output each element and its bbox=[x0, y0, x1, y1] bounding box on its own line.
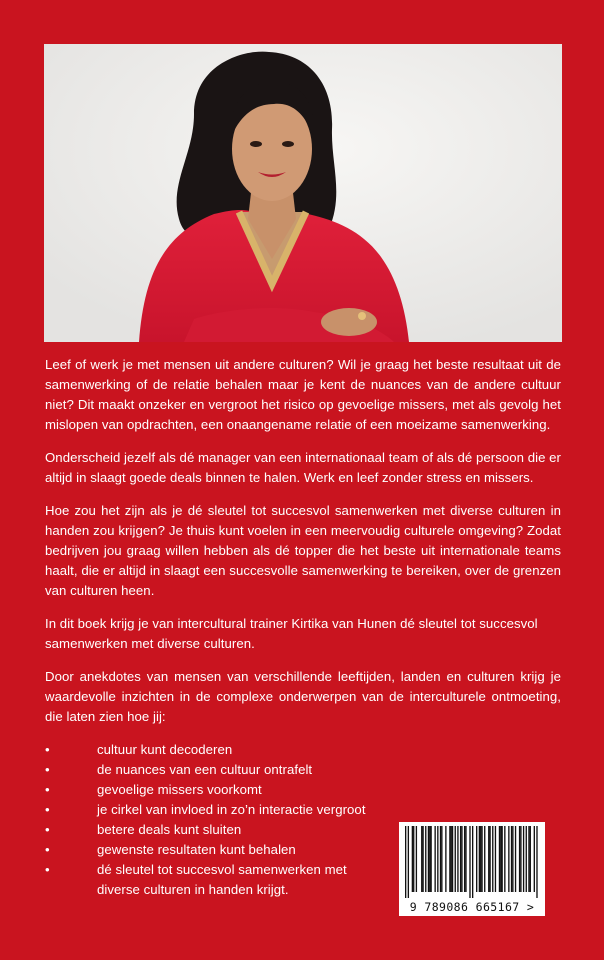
barcode-bar bbox=[422, 826, 423, 892]
bullet-icon: • bbox=[45, 782, 50, 797]
barcode-bar bbox=[441, 826, 442, 892]
barcode-bar bbox=[479, 826, 480, 892]
list-item: • betere deals kunt sluiten bbox=[45, 820, 375, 840]
barcode-bar bbox=[528, 826, 529, 892]
barcode-bar bbox=[461, 826, 462, 892]
barcode-bar bbox=[425, 826, 426, 892]
barcode-bar bbox=[488, 826, 489, 892]
bullet-icon: • bbox=[45, 742, 50, 757]
barcode-bar bbox=[481, 826, 482, 892]
barcode-bar bbox=[476, 826, 477, 892]
paragraph-key: Hoe zou het zijn als je dé sleutel tot succesvol samenwerken met diverse culturen in handen zou krijgen? Je thuis kunt voelen in een meervoudig culturele omgeving? Zodat bedrijven jou graag willen hebben als dé topper die het beste uit internationale teams haalt, die er altijd in slaagt een succesvolle samenwerking te bereiken, over de grenzen van culturen heen. bbox=[45, 503, 561, 598]
barcode-bar bbox=[515, 826, 516, 892]
barcode-bar bbox=[499, 826, 500, 892]
barcode-bar bbox=[534, 826, 535, 892]
barcode-bar bbox=[464, 826, 465, 892]
barcode-bar bbox=[500, 826, 501, 892]
list-item: • dé sleutel tot succesvol samenwerken met diverse culturen in handen krijgt. bbox=[45, 862, 347, 897]
barcode-bar bbox=[520, 826, 521, 892]
barcode-bar bbox=[495, 826, 496, 892]
barcode-bar bbox=[519, 826, 520, 892]
barcode-bar bbox=[469, 826, 470, 898]
barcode-bar bbox=[416, 826, 417, 892]
list-item: • de nuances van een cultuur ontrafelt bbox=[45, 760, 375, 780]
barcode-bar bbox=[440, 826, 441, 892]
list-item: • gewenste resultaten kunt behalen bbox=[45, 840, 375, 860]
barcode-bar bbox=[530, 826, 531, 892]
barcode-bars bbox=[399, 822, 545, 902]
back-cover-text bbox=[45, 355, 561, 900]
paragraph-anecdotes: Door anekdotes van mensen van verschillende leeftijden, landen en culturen krijg je waardevolle inzichten in de complexe onderwerpen van de interculturele ontmoeting, die laten zien hoe jij: bbox=[45, 669, 561, 724]
barcode-bar bbox=[445, 826, 446, 892]
barcode-bar bbox=[429, 826, 430, 892]
barcode-bar bbox=[460, 826, 461, 892]
barcode-end-marker: > bbox=[526, 900, 535, 914]
author-portrait-illustration bbox=[44, 44, 562, 342]
barcode-bar bbox=[472, 826, 473, 898]
bullet-icon: • bbox=[45, 802, 50, 817]
barcode-bar bbox=[405, 826, 406, 898]
list-item: • je cirkel van invloed in zo’n interactie vergroot bbox=[45, 800, 375, 820]
barcode-bar bbox=[492, 826, 493, 892]
barcode-bar bbox=[508, 826, 509, 892]
barcode-bar bbox=[526, 826, 527, 892]
barcode-bar bbox=[504, 826, 505, 892]
barcode-bar bbox=[465, 826, 466, 892]
barcode-bar bbox=[437, 826, 438, 892]
barcode-bar bbox=[455, 826, 456, 892]
bullet-icon: • bbox=[45, 822, 50, 837]
barcode-bar bbox=[484, 826, 485, 892]
barcode-bar bbox=[434, 826, 435, 892]
barcode-bar bbox=[449, 826, 450, 892]
barcode-bar bbox=[457, 826, 458, 892]
barcode-bar bbox=[428, 826, 429, 892]
barcode-bar bbox=[512, 826, 513, 892]
barcode-bar bbox=[408, 826, 409, 898]
bullet-icon: • bbox=[45, 842, 50, 857]
author-photo bbox=[44, 44, 562, 342]
barcode-bar bbox=[511, 826, 512, 892]
bullet-icon: • bbox=[45, 762, 50, 777]
barcode-bar bbox=[430, 826, 431, 892]
isbn-barcode bbox=[399, 822, 545, 916]
list-item: • cultuur kunt decoderen bbox=[45, 740, 375, 760]
barcode-bar bbox=[501, 826, 502, 892]
barcode-bar bbox=[421, 826, 422, 892]
paragraph-book: In dit boek krijg je van intercultural trainer Kirtika van Hunen dé sleutel tot succesvol samenwerken met diverse culturen. bbox=[45, 616, 538, 651]
paragraph-intro: Leef of werk je met mensen uit andere culturen? Wil je graag het beste resultaat uit de samenwerking of de relatie behalen maar je kent de nuances van de andere cultuur niet? Dit maakt onzeker en vergroot het risico op gevoelige missers, met als gevolg het mislopen van opdrachten, een onaangename relatie of een moeizame samenwerking. bbox=[45, 357, 561, 432]
barcode-bar bbox=[452, 826, 453, 892]
isbn-digits: 9 789086 665167 > bbox=[409, 900, 535, 914]
barcode-bar bbox=[412, 826, 413, 892]
barcode-bar bbox=[523, 826, 524, 892]
list-item: • gevoelige missers voorkomt bbox=[45, 780, 375, 800]
barcode-bar bbox=[536, 826, 537, 898]
barcode-bar bbox=[413, 826, 414, 892]
barcode-bar bbox=[480, 826, 481, 892]
benefit-list bbox=[45, 740, 375, 900]
paragraph-distinguish: Onderscheid jezelf als dé manager van een internationaal team of als dé persoon die er altijd in slaagt goede deals binnen te halen. Werk en leef zonder stress en missers. bbox=[45, 450, 561, 485]
barcode-bar bbox=[451, 826, 452, 892]
bullet-icon: • bbox=[45, 862, 50, 877]
barcode-bar bbox=[489, 826, 490, 892]
